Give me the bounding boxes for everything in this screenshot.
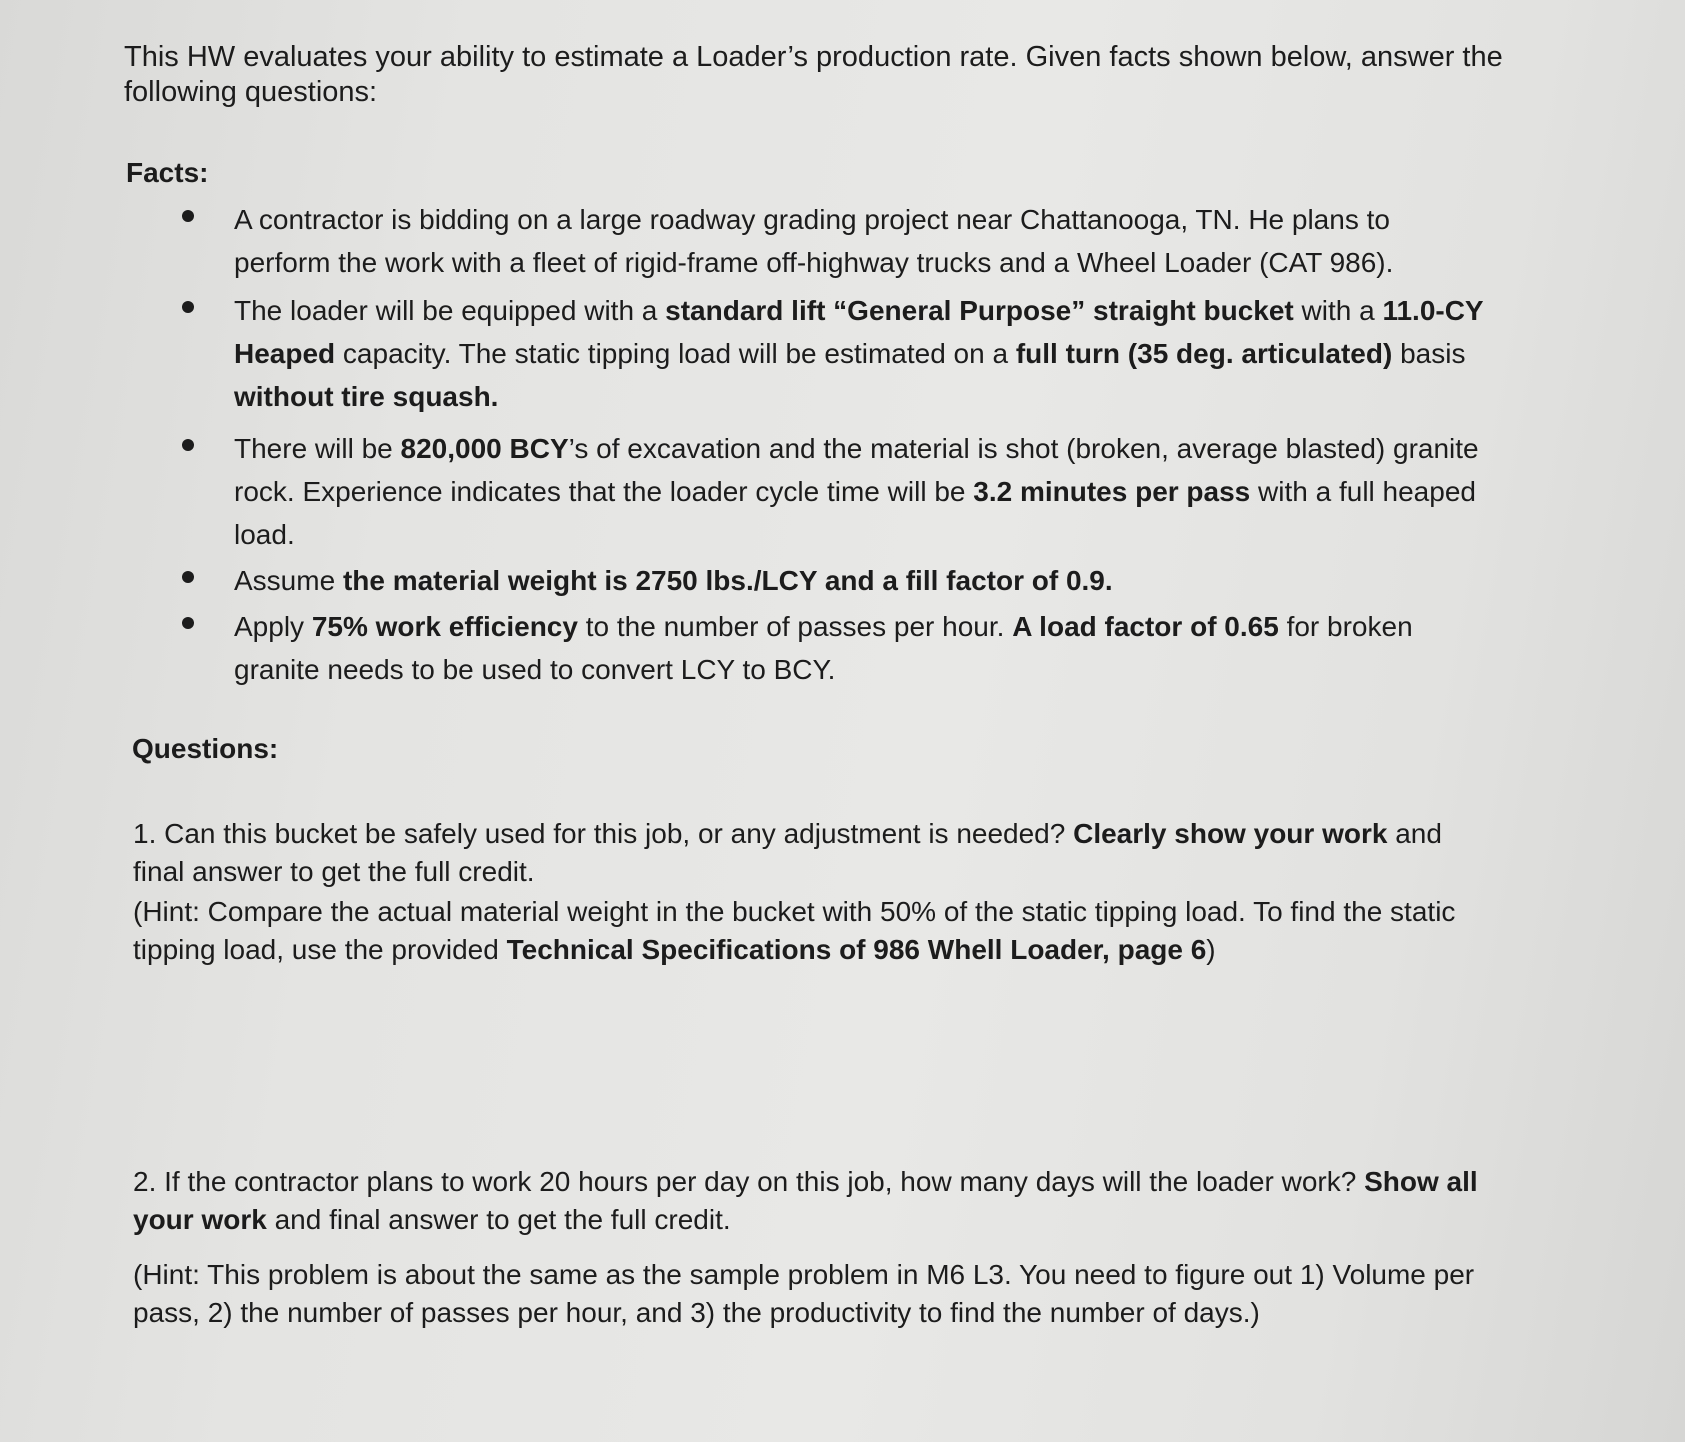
facts-heading: Facts: <box>126 157 209 188</box>
bullet-icon <box>182 571 194 583</box>
bullet-icon <box>182 301 194 313</box>
fact-item-3: There will be 820,000 BCY’s of excavation and the material is shot (broken, average blasted) granite rock. Experience indicates that the loader cycle time will be 3.2 minutes per pass with a full heaped load. <box>234 433 1479 550</box>
bullet-icon <box>182 617 194 629</box>
question-1-hint: (Hint: Compare the actual material weight in the bucket with 50% of the static tipping load. To find the static tipping load, use the provided Technical Specifications of 986 Whell Loader, page 6) <box>133 896 1456 965</box>
question-2: 2. If the contractor plans to work 20 hours per day on this job, how many days will the loader work? Show all your work and final answer to get the full credit. <box>133 1166 1478 1235</box>
bullet-icon <box>182 439 194 451</box>
questions-heading: Questions: <box>132 733 279 764</box>
question-2-hint: (Hint: This problem is about the same as the sample problem in M6 L3. You need to figure out 1) Volume per pass, 2) the number of passes per hour, and 3) the productivity to find the number of days.) <box>133 1259 1475 1328</box>
question-1: 1. Can this bucket be safely used for this job, or any adjustment is needed? Clearly show your work and final answer to get the full credit. <box>133 818 1442 887</box>
fact-item-5: Apply 75% work efficiency to the number of passes per hour. A load factor of 0.65 for broken granite needs to be used to convert LCY to BCY. <box>234 611 1413 685</box>
bullet-icon <box>182 210 194 222</box>
fact-item-2: The loader will be equipped with a standard lift “General Purpose” straight bucket with a 11.0-CY Heaped capacity. The static tipping load will be estimated on a full turn (35 deg. articulated) basis without tire squash. <box>234 295 1484 412</box>
fact-item-1: A contractor is bidding on a large roadway grading project near Chattanooga, TN. He plans to perform the work with a fleet of rigid-frame off-highway trucks and a Wheel Loader (CAT 986). <box>234 204 1394 278</box>
fact-item-4: Assume the material weight is 2750 lbs./LCY and a fill factor of 0.9. <box>234 565 1113 596</box>
intro-paragraph: This HW evaluates your ability to estimate a Loader’s production rate. Given facts shown below, answer the following questions: <box>124 41 1503 108</box>
